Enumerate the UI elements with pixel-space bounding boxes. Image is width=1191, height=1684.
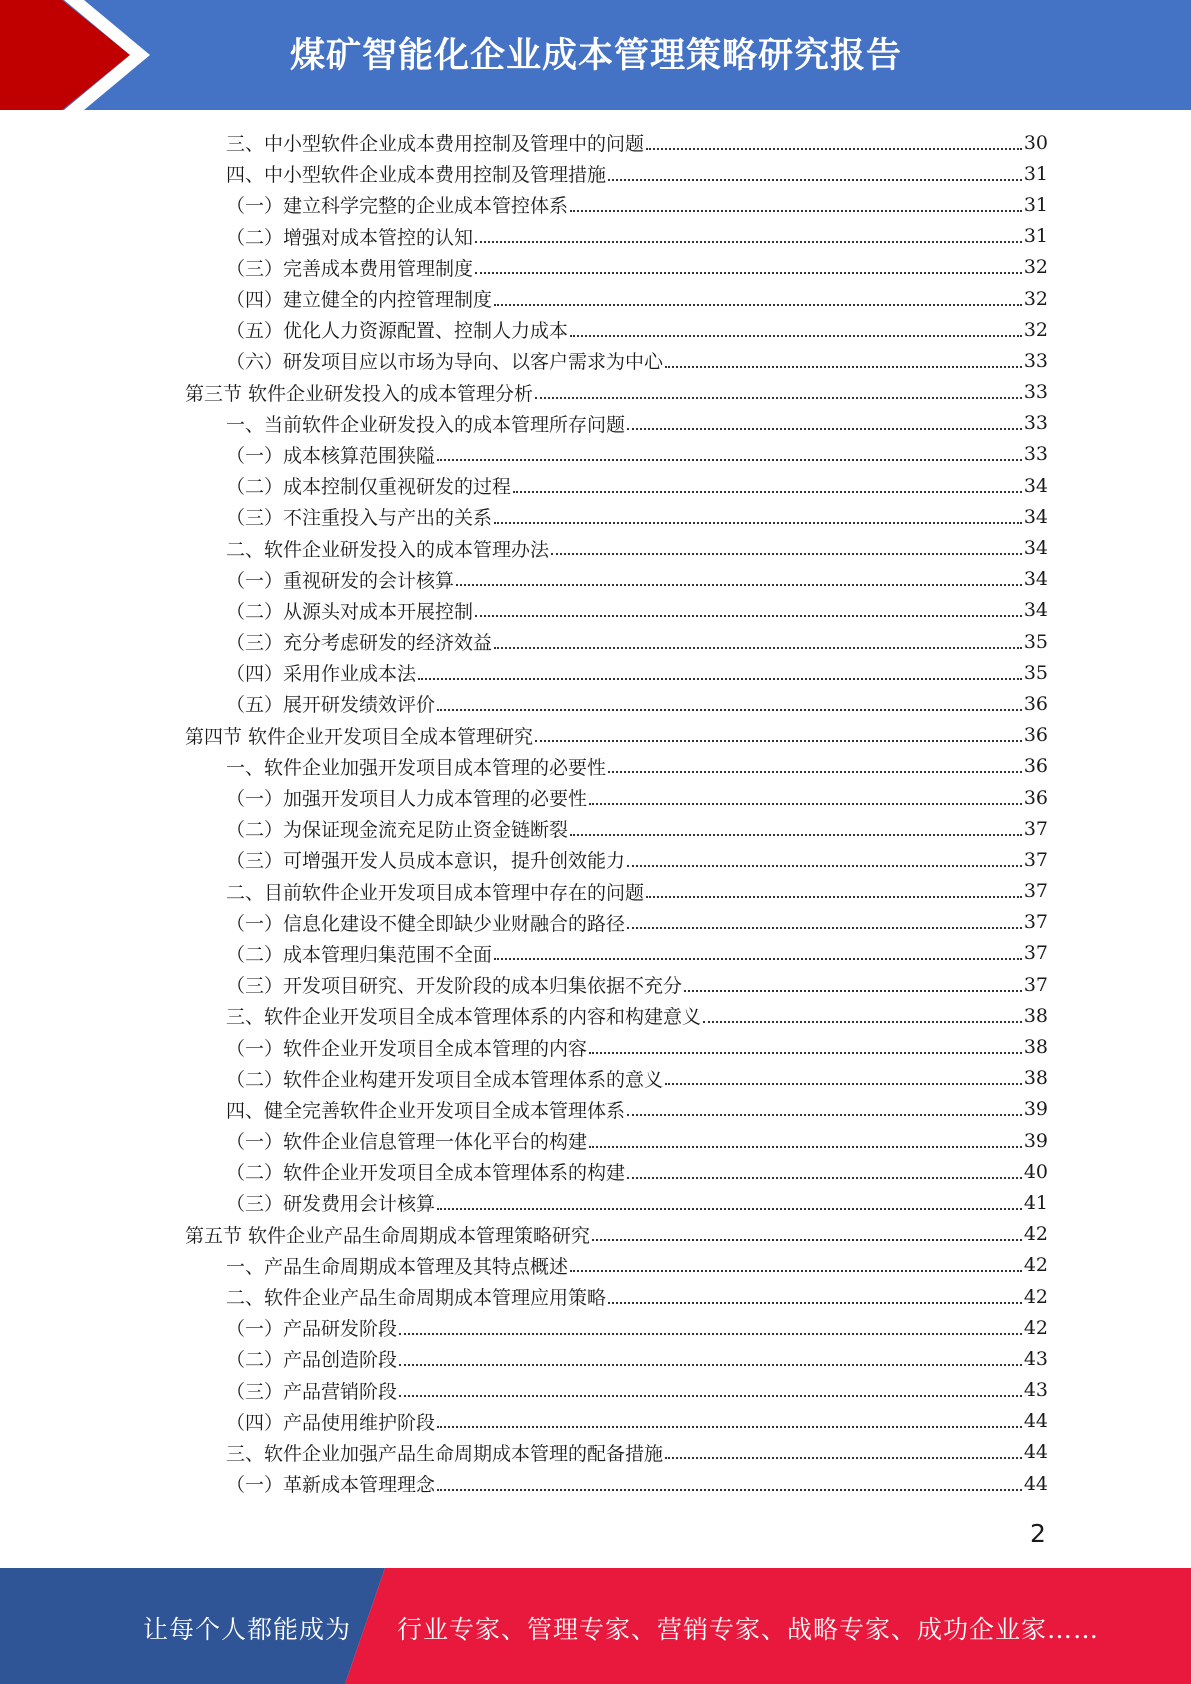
toc-entry-label: （三）不注重投入与产出的关系 (226, 507, 493, 530)
toc-dot-leader (570, 335, 1022, 337)
toc-entry-page: 31 (1023, 162, 1048, 185)
toc-entry-label: （二）为保证现金流充足防止资金链断裂 (226, 819, 569, 842)
toc-entry-page: 37 (1023, 817, 1048, 840)
toc-entry-page: 37 (1023, 848, 1048, 871)
toc-entry-label: （一）软件企业信息管理一体化平台的构建 (226, 1131, 588, 1154)
toc-entry-page: 34 (1023, 505, 1048, 528)
toc-entry-page: 42 (1023, 1223, 1048, 1246)
toc-dot-leader (494, 958, 1022, 960)
toc-entry-page: 37 (1023, 880, 1048, 903)
toc-dot-leader (418, 678, 1022, 680)
toc-entry-label: （二）从源头对成本开展控制 (226, 600, 474, 623)
toc-entry[interactable] (185, 252, 1048, 283)
toc-dot-leader (437, 1489, 1022, 1491)
toc-entry[interactable] (185, 1468, 1048, 1499)
header-arrow-icon (0, 0, 160, 110)
toc-entry-label: 四、健全完善软件企业开发项目全成本管理体系 (226, 1099, 626, 1122)
toc-dot-leader (570, 1270, 1022, 1272)
toc-entry-page: 35 (1023, 630, 1048, 653)
toc-entry[interactable] (185, 408, 1048, 439)
toc-dot-leader (437, 1208, 1022, 1210)
toc-dot-leader (570, 210, 1022, 212)
report-header (0, 0, 1191, 110)
toc-entry[interactable] (185, 1312, 1048, 1343)
toc-entry-page: 34 (1023, 568, 1048, 591)
toc-dot-leader (494, 647, 1022, 649)
report-title: 煤矿智能化企业成本管理策略研究报告 (290, 36, 903, 76)
toc-entry-label: （三）产品营销阶段 (226, 1380, 398, 1403)
toc-dot-leader (475, 272, 1022, 274)
toc-entry-label: 一、软件企业加强开发项目成本管理的必要性 (226, 756, 607, 779)
toc-dot-leader (399, 1395, 1022, 1397)
toc-entry[interactable] (185, 782, 1048, 813)
toc-entry-page: 44 (1023, 1410, 1048, 1433)
toc-entry-page: 37 (1023, 911, 1048, 934)
toc-entry[interactable] (185, 189, 1048, 220)
toc-entry[interactable] (185, 938, 1048, 969)
toc-entry-page: 38 (1023, 1067, 1048, 1090)
toc-entry[interactable] (185, 751, 1048, 782)
toc-entry[interactable] (185, 1406, 1048, 1437)
toc-dot-leader (535, 740, 1022, 742)
toc-dot-leader (627, 1177, 1022, 1179)
toc-dot-leader (627, 428, 1022, 430)
toc-dot-leader (456, 584, 1022, 586)
toc-entry-page: 36 (1023, 786, 1048, 809)
toc-entry-label: 第三节 软件企业研发投入的成本管理分析 (185, 382, 534, 405)
toc-entry-page: 33 (1023, 349, 1048, 372)
toc-dot-leader (399, 1364, 1022, 1366)
toc-entry[interactable] (185, 1250, 1048, 1281)
toc-entry-label: （二）成本管理归集范围不全面 (226, 943, 493, 966)
toc-dot-leader (494, 522, 1022, 524)
toc-entry-page: 33 (1023, 381, 1048, 404)
toc-entry[interactable] (185, 532, 1048, 563)
footer-slogan-left: 让每个人都能成为 (143, 1615, 352, 1644)
toc-entry-label: 二、软件企业研发投入的成本管理办法 (226, 538, 550, 561)
toc-entry-label: （一）成本核算范围狭隘 (226, 444, 436, 467)
toc-dot-leader (437, 1426, 1022, 1428)
toc-dot-leader (494, 304, 1022, 306)
toc-entry-page: 44 (1023, 1441, 1048, 1464)
toc-entry[interactable] (185, 1437, 1048, 1468)
toc-entry[interactable] (185, 314, 1048, 345)
toc-entry[interactable] (185, 1156, 1048, 1187)
toc-entry[interactable] (185, 1375, 1048, 1406)
toc-entry[interactable] (185, 1063, 1048, 1094)
toc-entry-page: 38 (1023, 1004, 1048, 1027)
toc-entry[interactable] (185, 595, 1048, 626)
toc-dot-leader (589, 1052, 1022, 1054)
toc-entry-page: 36 (1023, 755, 1048, 778)
toc-dot-leader (665, 1083, 1022, 1085)
toc-entry[interactable] (185, 1094, 1048, 1125)
toc-entry[interactable] (185, 221, 1048, 252)
toc-entry-label: （三）可增强开发人员成本意识，提升创效能力 (226, 850, 626, 873)
toc-dot-leader (475, 615, 1022, 617)
toc-entry[interactable] (185, 564, 1048, 595)
toc-entry-page: 32 (1023, 318, 1048, 341)
toc-entry-label: （一）革新成本管理理念 (226, 1474, 436, 1497)
toc-entry-label: （五）展开研发绩效评价 (226, 694, 436, 717)
toc-entry[interactable] (185, 501, 1048, 532)
toc-entry-page: 30 (1023, 131, 1048, 154)
toc-entry-label: 一、产品生命周期成本管理及其特点概述 (226, 1255, 569, 1278)
toc-entry[interactable] (185, 876, 1048, 907)
toc-entry-label: （二）软件企业构建开发项目全成本管理体系的意义 (226, 1068, 664, 1091)
toc-entry-label: （二）软件企业开发项目全成本管理体系的构建 (226, 1162, 626, 1185)
toc-entry[interactable] (185, 1343, 1048, 1374)
toc-dot-leader (646, 148, 1022, 150)
toc-entry-label: 第五节 软件企业产品生命周期成本管理策略研究 (185, 1224, 591, 1247)
toc-entry-label: （三）研发费用会计核算 (226, 1193, 436, 1216)
toc-entry[interactable] (185, 1000, 1048, 1031)
toc-entry-page: 43 (1023, 1379, 1048, 1402)
toc-dot-leader (684, 990, 1022, 992)
toc-dot-leader (475, 241, 1022, 243)
toc-dot-leader (665, 1457, 1022, 1459)
toc-entry[interactable] (185, 345, 1048, 376)
toc-entry-label: （二）增强对成本管控的认知 (226, 226, 474, 249)
toc-entry-label: 一、当前软件企业研发投入的成本管理所存问题 (226, 413, 626, 436)
toc-entry[interactable] (185, 127, 1048, 158)
toc-entry-label: （一）信息化建设不健全即缺少业财融合的路径 (226, 912, 626, 935)
toc-entry-label: 第四节 软件企业开发项目全成本管理研究 (185, 725, 534, 748)
toc-entry[interactable] (185, 377, 1048, 408)
toc-entry-page: 34 (1023, 537, 1048, 560)
toc-entry-label: 四、中小型软件企业成本费用控制及管理措施 (226, 164, 607, 187)
toc-entry-page: 39 (1023, 1129, 1048, 1152)
toc-entry-label: 三、软件企业加强产品生命周期成本管理的配备措施 (226, 1442, 664, 1465)
toc-entry-page: 42 (1023, 1316, 1048, 1339)
toc-dot-leader (592, 1239, 1022, 1241)
toc-entry-label: （二）产品创造阶段 (226, 1349, 398, 1372)
toc-entry[interactable] (185, 1281, 1048, 1312)
toc-entry-page: 42 (1023, 1254, 1048, 1277)
toc-dot-leader (535, 397, 1022, 399)
toc-dot-leader (570, 834, 1022, 836)
toc-entry-page: 41 (1023, 1191, 1048, 1214)
toc-dot-leader (608, 1302, 1022, 1304)
toc-dot-leader (589, 803, 1022, 805)
toc-entry[interactable] (185, 626, 1048, 657)
toc-entry-label: 二、目前软件企业开发项目成本管理中存在的问题 (226, 881, 645, 904)
toc-dot-leader (437, 459, 1022, 461)
toc-entry-label: （四）采用作业成本法 (226, 663, 417, 686)
toc-entry-page: 31 (1023, 225, 1048, 248)
toc-entry-label: （一）加强开发项目人力成本管理的必要性 (226, 788, 588, 811)
toc-entry-page: 31 (1023, 193, 1048, 216)
toc-entry-page: 32 (1023, 287, 1048, 310)
toc-dot-leader (665, 366, 1022, 368)
toc-entry-label: （一）重视研发的会计核算 (226, 569, 455, 592)
toc-entry-page: 35 (1023, 661, 1048, 684)
toc-entry[interactable] (185, 969, 1048, 1000)
toc-entry-label: （四）产品使用维护阶段 (226, 1411, 436, 1434)
toc-entry-label: （五）优化人力资源配置、控制人力成本 (226, 320, 569, 343)
toc-entry-label: （二）成本控制仅重视研发的过程 (226, 476, 512, 499)
toc-entry[interactable] (185, 1219, 1048, 1250)
toc-dot-leader (608, 179, 1022, 181)
toc-entry-label: （一）软件企业开发项目全成本管理的内容 (226, 1037, 588, 1060)
toc-entry[interactable] (185, 439, 1048, 470)
toc-dot-leader (627, 1114, 1022, 1116)
toc-entry-page: 40 (1023, 1160, 1048, 1183)
toc-entry-page: 34 (1023, 599, 1048, 622)
toc-dot-leader (551, 553, 1022, 555)
toc-entry[interactable] (185, 283, 1048, 314)
toc-entry-label: （六）研发项目应以市场为导向、以客户需求为中心 (226, 351, 664, 374)
toc-entry-page: 37 (1023, 973, 1048, 996)
toc-entry-page: 43 (1023, 1347, 1048, 1370)
toc-entry-page: 33 (1023, 443, 1048, 466)
toc-entry[interactable] (185, 657, 1048, 688)
toc-entry-page: 32 (1023, 256, 1048, 279)
footer-banner (0, 1568, 1191, 1684)
toc-entry[interactable] (185, 1031, 1048, 1062)
toc-entry-label: 三、软件企业开发项目全成本管理体系的内容和构建意义 (226, 1006, 702, 1029)
toc-dot-leader (437, 709, 1022, 711)
toc-dot-leader (399, 1333, 1022, 1335)
toc-entry[interactable] (185, 470, 1048, 501)
toc-entry-page: 36 (1023, 724, 1048, 747)
toc-dot-leader (513, 491, 1022, 493)
toc-entry-page: 37 (1023, 942, 1048, 965)
toc-entry-page: 38 (1023, 1036, 1048, 1059)
toc-entry[interactable] (185, 720, 1048, 751)
toc-dot-leader (627, 927, 1022, 929)
toc-entry-label: （一）建立科学完整的企业成本管控体系 (226, 195, 569, 218)
toc-entry[interactable] (185, 688, 1048, 719)
toc-entry[interactable] (185, 1187, 1048, 1218)
toc-entry[interactable] (185, 907, 1048, 938)
toc-entry[interactable] (185, 1125, 1048, 1156)
table-of-contents (185, 127, 1048, 1499)
toc-entry-label: （三）开发项目研究、开发阶段的成本归集依据不充分 (226, 975, 683, 998)
toc-dot-leader (589, 1146, 1022, 1148)
footer-slogan-right: 行业专家、管理专家、营销专家、战略专家、成功企业家…… (397, 1615, 1100, 1644)
toc-entry-page: 36 (1023, 692, 1048, 715)
page-number: 2 (1030, 1519, 1046, 1548)
toc-dot-leader (703, 1021, 1022, 1023)
toc-entry-label: （一）产品研发阶段 (226, 1318, 398, 1341)
toc-entry-label: （四）建立健全的内控管理制度 (226, 289, 493, 312)
toc-entry-page: 44 (1023, 1472, 1048, 1495)
toc-entry-label: 二、软件企业产品生命周期成本管理应用策略 (226, 1287, 607, 1310)
toc-entry-page: 34 (1023, 474, 1048, 497)
toc-entry-page: 39 (1023, 1098, 1048, 1121)
toc-dot-leader (627, 865, 1022, 867)
toc-entry[interactable] (185, 844, 1048, 875)
toc-entry-label: （三）充分考虑研发的经济效益 (226, 632, 493, 655)
toc-dot-leader (646, 896, 1022, 898)
toc-entry-page: 42 (1023, 1285, 1048, 1308)
toc-entry[interactable] (185, 813, 1048, 844)
toc-entry-label: （三）完善成本费用管理制度 (226, 257, 474, 280)
toc-entry-label: 三、中小型软件企业成本费用控制及管理中的问题 (226, 133, 645, 156)
toc-entry[interactable] (185, 158, 1048, 189)
toc-dot-leader (608, 771, 1022, 773)
toc-entry-page: 33 (1023, 412, 1048, 435)
